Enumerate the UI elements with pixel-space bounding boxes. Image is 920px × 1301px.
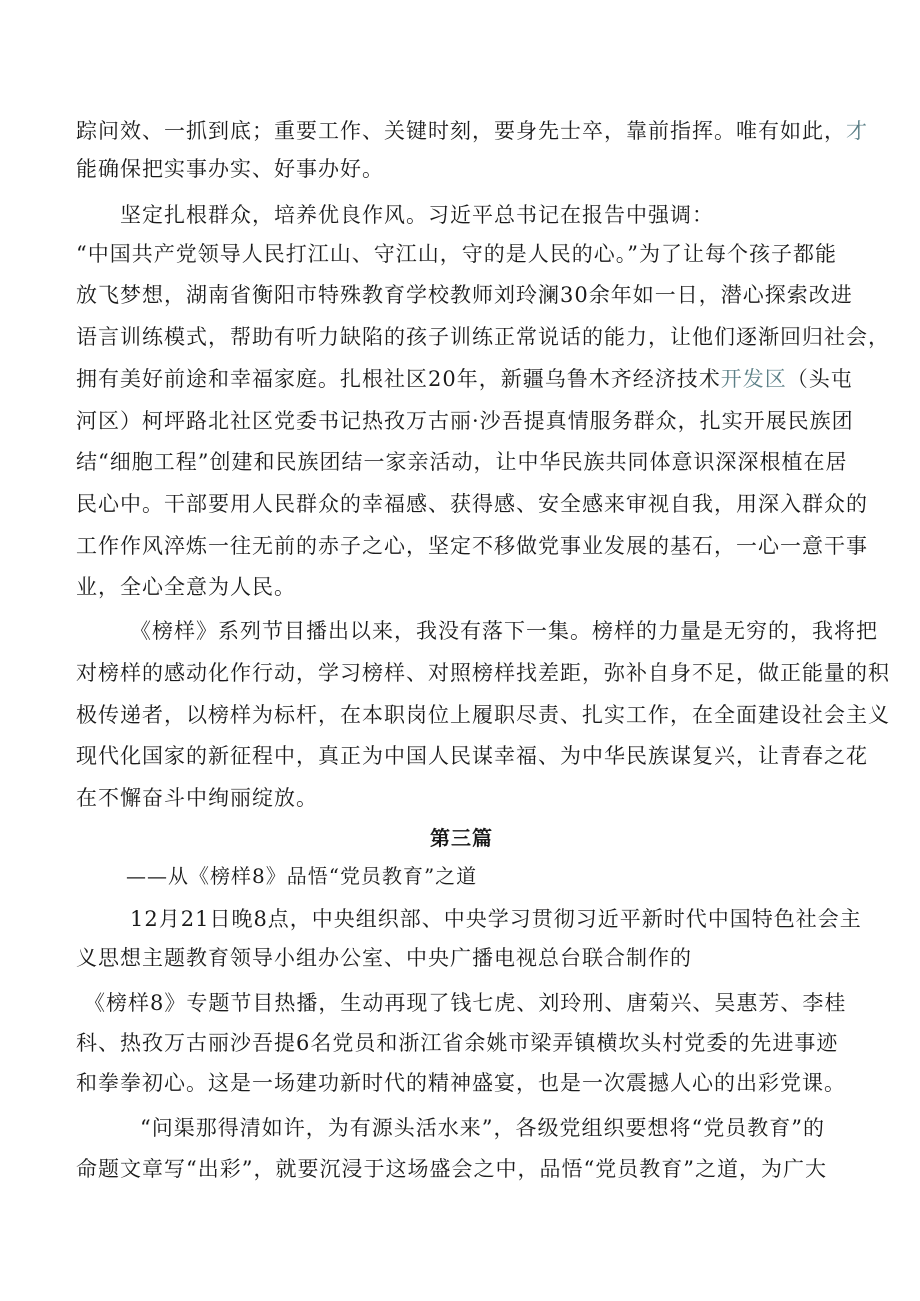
text-line: 工作作风淬炼一往无前的赤子之心，坚定不移做党事业发展的基石，一心一意干事: [76, 534, 868, 558]
paragraph-opening-line: 坚定扎根群众，培养优良作风。习近平总书记在报告中强调：: [120, 203, 714, 227]
text-line: 河区）柯坪路北社区党委书记热孜万古丽·沙吾提真情服务群众，扎实开展民族团: [76, 409, 854, 433]
text-line: [76, 116, 868, 146]
text-run: 踪问效、一抓到底；重要工作、关键时刻，要身先士卒，靠前指挥。唯有如此，: [76, 119, 846, 143]
text-run-accent: 才: [846, 119, 868, 143]
text-line: 在不懈奋斗中绚丽绽放。: [76, 786, 318, 810]
text-line: 命题文章写“出彩”，就要沉浸于这场盛会之中，品悟“党员教育”之道，为广大: [76, 1157, 827, 1181]
text-line: [76, 364, 853, 394]
text-line: 对榜样的感动化作行动，学习榜样、对照榜样找差距，弥补自身不足，做正能量的积: [76, 661, 890, 685]
text-line: 《榜样8》专题节目热播，生动再现了钱七虎、刘玲刑、唐菊兴、吴惠芳、李桂: [84, 991, 847, 1015]
section-title: 第三篇: [430, 826, 493, 850]
text-line: 现代化国家的新征程中，真正为中国人民谋幸福、为中华民族谋复兴，让青春之花: [76, 744, 868, 768]
paragraph-opening-line: “问渠那得清如许，为有源头活水来”，各级党组织要想将“党员教育”的: [140, 1116, 825, 1140]
text-line: 语言训练模式，帮助有听力缺陷的孩子训练正常说话的能力，让他们逐渐回归社会，: [76, 325, 890, 349]
text-line: 能确保把实事办实、好事办好。: [76, 157, 384, 181]
text-line: 业，全心全意为人民。: [76, 575, 296, 599]
section-subtitle: ——从《榜样8》品悟“党员教育”之道: [126, 864, 478, 888]
text-line: 结“细胞工程”创建和民族团结一家亲活动，让中华民族共同体意识深深根植在居: [76, 450, 848, 474]
text-line: 民心中。干部要用人民群众的幸福感、获得感、安全感来审视自我，用深入群众的: [76, 492, 868, 516]
text-line: 义思想主题教育领导小组办公室、中央广播电视总台联合制作的: [76, 946, 692, 970]
paragraph-opening-line: 《榜样》系列节目播出以来，我没有落下一集。榜样的力量是无穷的，我将把: [130, 619, 878, 643]
text-run-accent: 开发区: [720, 367, 787, 391]
text-run: （头屯: [786, 367, 853, 391]
text-line: “中国共产党领导人民打江山、守江山，守的是人民的心。”为了让每个孩子都能: [76, 242, 837, 266]
text-line: 科、热孜万古丽沙吾提6名党员和浙江省余姚市梁弄镇横坎头村党委的先进事迹: [76, 1031, 839, 1055]
text-line: 放飞梦想，湖南省衡阳市特殊教育学校教师刘玲澜30余年如一日，潜心探索改进: [76, 283, 853, 307]
text-line: 极传递者，以榜样为标杆，在本职岗位上履职尽责、扎实工作，在全面建设社会主义: [76, 703, 890, 727]
text-run: 拥有美好前途和幸福家庭。扎根社区20年，新疆乌鲁木齐经济技术: [76, 367, 721, 391]
paragraph-opening-line: 12月21日晚8点，中央组织部、中央学习贯彻习近平新时代中国特色社会主: [130, 907, 862, 931]
text-line: 和拳拳初心。这是一场建功新时代的精神盛宴，也是一次震撼人心的出彩党课。: [76, 1071, 846, 1095]
